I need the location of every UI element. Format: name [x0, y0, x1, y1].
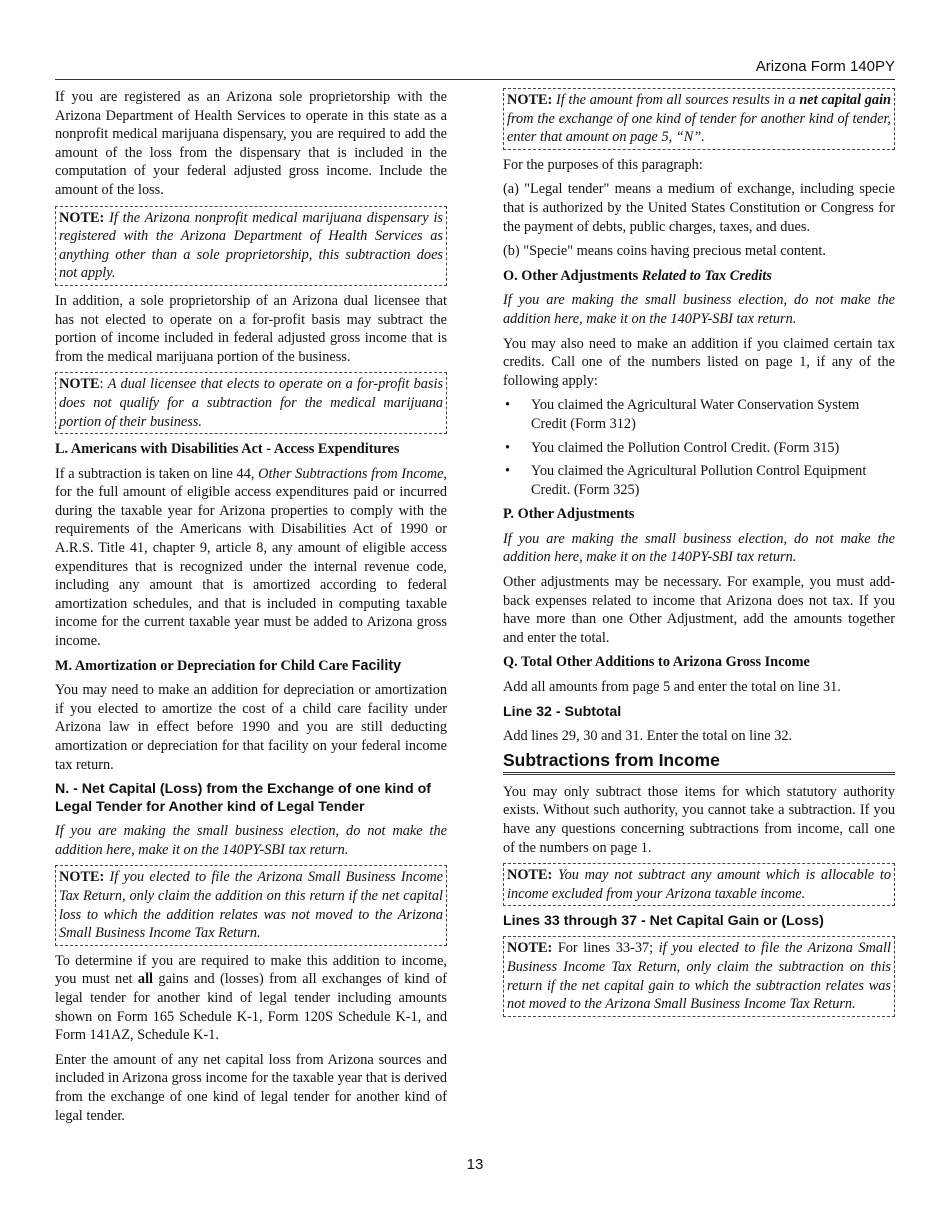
heading-m — [55, 657, 447, 676]
note-allocable — [503, 863, 895, 906]
note-text: If the Arizona nonprofit medical marijuana dispensary is registered with the Arizona Department of Health Services as anything other than a sole proprietorship, this subtraction does not apply. — [59, 209, 443, 282]
note-text: If the amount from all sources results in a — [552, 92, 800, 108]
note-label: NOTE: — [507, 92, 553, 108]
dual-licensee-paragraph: In addition, a sole proprietorship of an Arizona dual licensee that has not elected to operate on a for-profit basis may subtract the portion of income included in federal adjusted gross income that is from the medical marijuana portion of the business. — [55, 292, 447, 365]
credit-list — [503, 396, 895, 499]
note-text: from the exchange of one kind of tender for another kind of tender, enter that amount on page 5, “N”. — [507, 110, 891, 146]
paragraph-n-net — [55, 952, 447, 1045]
form-header: Arizona Form 140PY — [755, 58, 895, 75]
heading-m-text-sans: Facility — [351, 657, 402, 674]
paragraph-p-italic — [503, 530, 895, 567]
section-title-subtractions: Subtractions from Income — [503, 751, 895, 775]
note-dual-licensee — [55, 372, 447, 434]
list-item — [503, 396, 895, 433]
note-dispensary — [55, 206, 447, 286]
note-net-capital-gain — [503, 88, 895, 150]
legal-tender-definition: (a) "Legal tender" means a medium of exchange, including specie that is authorized by the United States Constitution or Congress for the payment of debts, public charges, taxes, and dues. — [503, 181, 895, 235]
text-run-italic: If you are making the small business election, do not make the addition here, make it on the 140PY-SBI tax return. — [55, 823, 447, 858]
list-item-text: You claimed the Agricultural Pollution Control Equipment Credit. (Form 325) — [531, 463, 867, 498]
paragraph-o: You may also need to make an addition if you claimed certain tax credits. Call one of the numbers listed on page 1, if any of the following apply: — [503, 335, 895, 389]
bullet-icon: • — [505, 397, 511, 414]
note-text: A dual licensee that elects to operate on a for-profit basis does not qualify for a subtraction for the medical marijuana portion of their business. — [59, 376, 444, 430]
text-run-italic: If you are making the small business election, do not make the addition here, make it on the 140PY-SBI tax return. — [503, 530, 895, 566]
heading-o-text-italic: Related to Tax Credits — [641, 267, 772, 284]
note-text: If you elected to file the Arizona Small Business Income Tax Return, only claim the addition on this return if the net capital loss to which the addition relates was not moved to the Arizona Small Business Income Tax Return. — [59, 869, 443, 942]
note-label: NOTE — [59, 376, 100, 393]
heading-l: L. Americans with Disabilities Act - Access Expenditures — [55, 441, 400, 458]
note-text-bold: net capital gain — [799, 92, 891, 108]
paragraph-m: You may need to make an addition for depreciation or amortization if you elected to amortize the cost of a child care facility under Arizona law in effect before 1990 and you are still deducting amortization or depreciation for that facility on your federal income tax return. — [55, 682, 447, 773]
right-column — [503, 88, 895, 1023]
note-label: NOTE: — [59, 209, 105, 226]
text-run: If a subtraction is taken on line 44, — [55, 465, 259, 482]
list-item-text: You claimed the Agricultural Water Conservation System Credit (Form 312) — [531, 397, 860, 432]
text-run-italic: Other Subtractions from Income — [258, 465, 444, 482]
note-colon: : — [99, 376, 108, 393]
paragraph-line-32: Add lines 29, 30 and 31. Enter the total on line 32. — [503, 727, 793, 744]
note-lines-33-37 — [503, 936, 895, 1016]
text-run: , for the full amount of eligible access expenditures paid or incurred during the taxable year for Arizona properties to comply with the requirements of the Americans with Disabilities Act of 1990 or A.R.S. Title 41, chapter 9, article 8, any amount of eligible access expenditures that is recognized under the internal revenue code, including any amount that is amortized according to federal amortization schedules, and that is included in computing taxable income for the current taxable year must be added to Arizona gross income. — [55, 465, 447, 650]
specie-definition: (b) "Specie" means coins having precious metal content. — [503, 243, 826, 260]
note-text: For lines 33-37; — [552, 940, 659, 957]
heading-n: N. - Net Capital (Loss) from the Exchange of one kind of Legal Tender for Another kind of Legal Tender — [55, 781, 431, 816]
note-label: NOTE: — [59, 869, 105, 886]
paragraph-l — [55, 465, 447, 651]
heading-p: P. Other Adjustments — [503, 506, 635, 523]
note-label: NOTE: — [507, 867, 553, 884]
paragraph-subtractions: You may only subtract those items for which statutory authority exists. Without such authority, you cannot take a subtraction. If you have any questions concerning subtractions from income, call one of the numbers on page 1. — [503, 783, 895, 856]
header-rule — [55, 79, 895, 80]
text-run: gains and (losses) from all exchanges of kind of legal tender for another kind of legal tender including amounts shown on Form 165 Schedule K-1, Form 120S Schedule K-1, and Form 141AZ, Schedule K-1. — [55, 971, 447, 1044]
page-number: 13 — [466, 1156, 484, 1173]
paragraph-o-italic — [503, 291, 895, 328]
heading-m-text: M. Amortization or Depreciation for Child Care — [55, 657, 352, 674]
paragraph-p: Other adjustments may be necessary. For example, you must add-back expenses related to income that Arizona does not tax. If you have more than one Other Adjustment, add the amounts together and enter the total. — [503, 574, 895, 646]
heading-o-text: O. Other Adjustments — [503, 267, 642, 284]
text-run: To determine if you are required to make this addition to income, you must net — [55, 952, 447, 988]
note-text: You may not subtract any amount which is allocable to income excluded from your Arizona taxable income. — [507, 867, 891, 902]
dispensary-paragraph: If you are registered as an Arizona sole proprietorship with the Arizona Department of Health Services to operate in this state as a nonprofit medical marijuana dispensary, you are required to add the amount of the loss from the dispensary that is included in the computation of your federal adjusted gross income. Include the amount of the loss. — [55, 89, 447, 198]
note-sbi — [55, 865, 447, 945]
paragraph-n-enter: Enter the amount of any net capital loss from Arizona sources and included in Arizona gross income for the taxable year that is derived from the exchange of one kind of legal tender for another kind of legal tender. — [55, 1051, 447, 1124]
heading-o — [503, 267, 895, 286]
bullet-icon: • — [505, 463, 511, 480]
heading-q: Q. Total Other Additions to Arizona Gross Income — [503, 654, 810, 671]
bullet-icon: • — [505, 439, 511, 456]
note-text-italic: if you elected to file the Arizona Small Business Income Tax Return, only claim the subtraction on this return if the net capital gain to which the subtraction relates was not moved to the Arizona Small Business Income Tax Return. — [507, 940, 891, 1013]
heading-line-32: Line 32 - Subtotal — [503, 703, 622, 720]
note-label: NOTE: — [507, 940, 553, 957]
list-item — [503, 462, 895, 499]
text-run-bold: all — [137, 971, 154, 988]
list-item-text: You claimed the Pollution Control Credit. (Form 315) — [531, 439, 840, 456]
heading-lines-33-37: Lines 33 through 37 - Net Capital Gain or (Loss) — [503, 913, 824, 930]
paragraph-n-italic — [55, 822, 447, 859]
paragraph-q: Add all amounts from page 5 and enter the total on line 31. — [503, 679, 841, 696]
left-column — [55, 88, 447, 1131]
text-run-italic: If you are making the small business election, do not make the addition here, make it on the 140PY-SBI tax return. — [503, 292, 895, 327]
list-item — [503, 439, 895, 458]
purposes-paragraph: For the purposes of this paragraph: — [503, 156, 703, 173]
